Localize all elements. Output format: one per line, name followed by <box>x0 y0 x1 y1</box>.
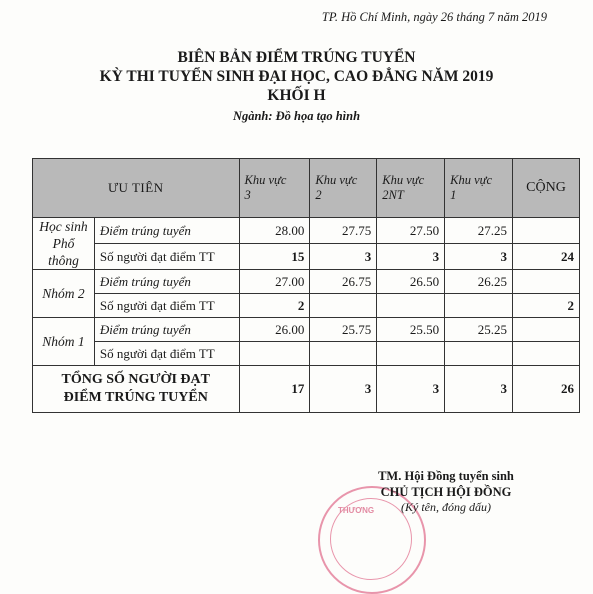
count-cell: 3 <box>310 244 377 270</box>
score-cell: 27.00 <box>239 270 310 294</box>
table-row <box>33 244 580 270</box>
score-cell: 26.75 <box>310 270 377 294</box>
header-total: CỘNG <box>513 159 580 218</box>
row-label-score: Điểm trúng tuyển <box>94 270 239 294</box>
score-table <box>32 158 580 413</box>
row-label-score: Điểm trúng tuyển <box>94 218 239 244</box>
score-cell: 28.00 <box>239 218 310 244</box>
count-cell <box>445 342 513 366</box>
header-region-2nt: Khu vực 2NT <box>377 159 445 218</box>
count-total-cell <box>513 342 580 366</box>
total-count-cell: 17 <box>239 366 310 413</box>
total-count-cell: 3 <box>445 366 513 413</box>
header-region-1: Khu vực 1 <box>445 159 513 218</box>
score-cell: 27.25 <box>445 218 513 244</box>
stamp-text: THƯƠNG <box>338 506 375 515</box>
count-cell <box>377 294 445 318</box>
exam-title: KỲ THI TUYỂN SINH ĐẠI HỌC, CAO ĐẲNG NĂM 2019 <box>99 68 494 85</box>
empty-cell <box>513 318 580 342</box>
group-label-group2: Nhóm 2 <box>33 270 95 318</box>
major-label: Ngành: Đồ họa tạo hình <box>232 109 361 123</box>
header-priority: ƯU TIÊN <box>33 159 240 218</box>
score-cell: 26.50 <box>377 270 445 294</box>
empty-cell <box>513 270 580 294</box>
score-cell: 27.75 <box>310 218 377 244</box>
score-cell: 25.50 <box>377 318 445 342</box>
table-row <box>33 270 580 294</box>
table-row <box>33 342 580 366</box>
score-cell: 26.00 <box>239 318 310 342</box>
count-cell <box>310 294 377 318</box>
count-cell <box>377 342 445 366</box>
document-title: BIÊN BẢN ĐIỂM TRÚNG TUYỂN <box>177 49 416 66</box>
signature-note: (Ký tên, đóng dấu) <box>401 500 491 514</box>
count-cell: 2 <box>239 294 310 318</box>
row-label-count: Số người đạt điểm TT <box>94 294 239 318</box>
document-title-block <box>0 48 593 124</box>
group-label-group1: Nhóm 1 <box>33 318 95 366</box>
dateline: TP. Hồ Chí Minh, ngày 26 tháng 7 năm 2019 <box>321 10 547 24</box>
header-region-2: Khu vực 2 <box>310 159 377 218</box>
table-row <box>33 218 580 244</box>
total-label: TỔNG SỐ NGƯỜI ĐẠT ĐIỂM TRÚNG TUYỂN <box>33 366 240 413</box>
grand-total-cell: 26 <box>513 366 580 413</box>
count-cell: 3 <box>445 244 513 270</box>
count-cell <box>445 294 513 318</box>
row-label-count: Số người đạt điểm TT <box>94 244 239 270</box>
signature-block <box>330 468 562 515</box>
count-total-cell: 24 <box>513 244 580 270</box>
row-label-count: Số người đạt điểm TT <box>94 342 239 366</box>
row-label-score: Điểm trúng tuyển <box>94 318 239 342</box>
count-total-cell: 2 <box>513 294 580 318</box>
count-cell: 15 <box>239 244 310 270</box>
score-cell: 25.25 <box>445 318 513 342</box>
count-cell: 3 <box>377 244 445 270</box>
signature-title: CHỦ TỊCH HỘI ĐỒNG <box>380 485 512 499</box>
count-cell <box>239 342 310 366</box>
score-cell: 25.75 <box>310 318 377 342</box>
table-total-row <box>33 366 580 413</box>
score-cell: 26.25 <box>445 270 513 294</box>
total-count-cell: 3 <box>377 366 445 413</box>
empty-cell <box>513 218 580 244</box>
table-row <box>33 318 580 342</box>
count-cell <box>310 342 377 366</box>
signature-org: TM. Hội Đồng tuyển sinh <box>378 469 514 483</box>
table-row <box>33 294 580 318</box>
total-count-cell: 3 <box>310 366 377 413</box>
score-cell: 27.50 <box>377 218 445 244</box>
block-title: KHỐI H <box>267 87 326 104</box>
group-label-highschool: Học sinh Phổ thông <box>33 218 95 270</box>
header-region-3: Khu vực 3 <box>239 159 310 218</box>
table-header-row <box>33 159 580 218</box>
